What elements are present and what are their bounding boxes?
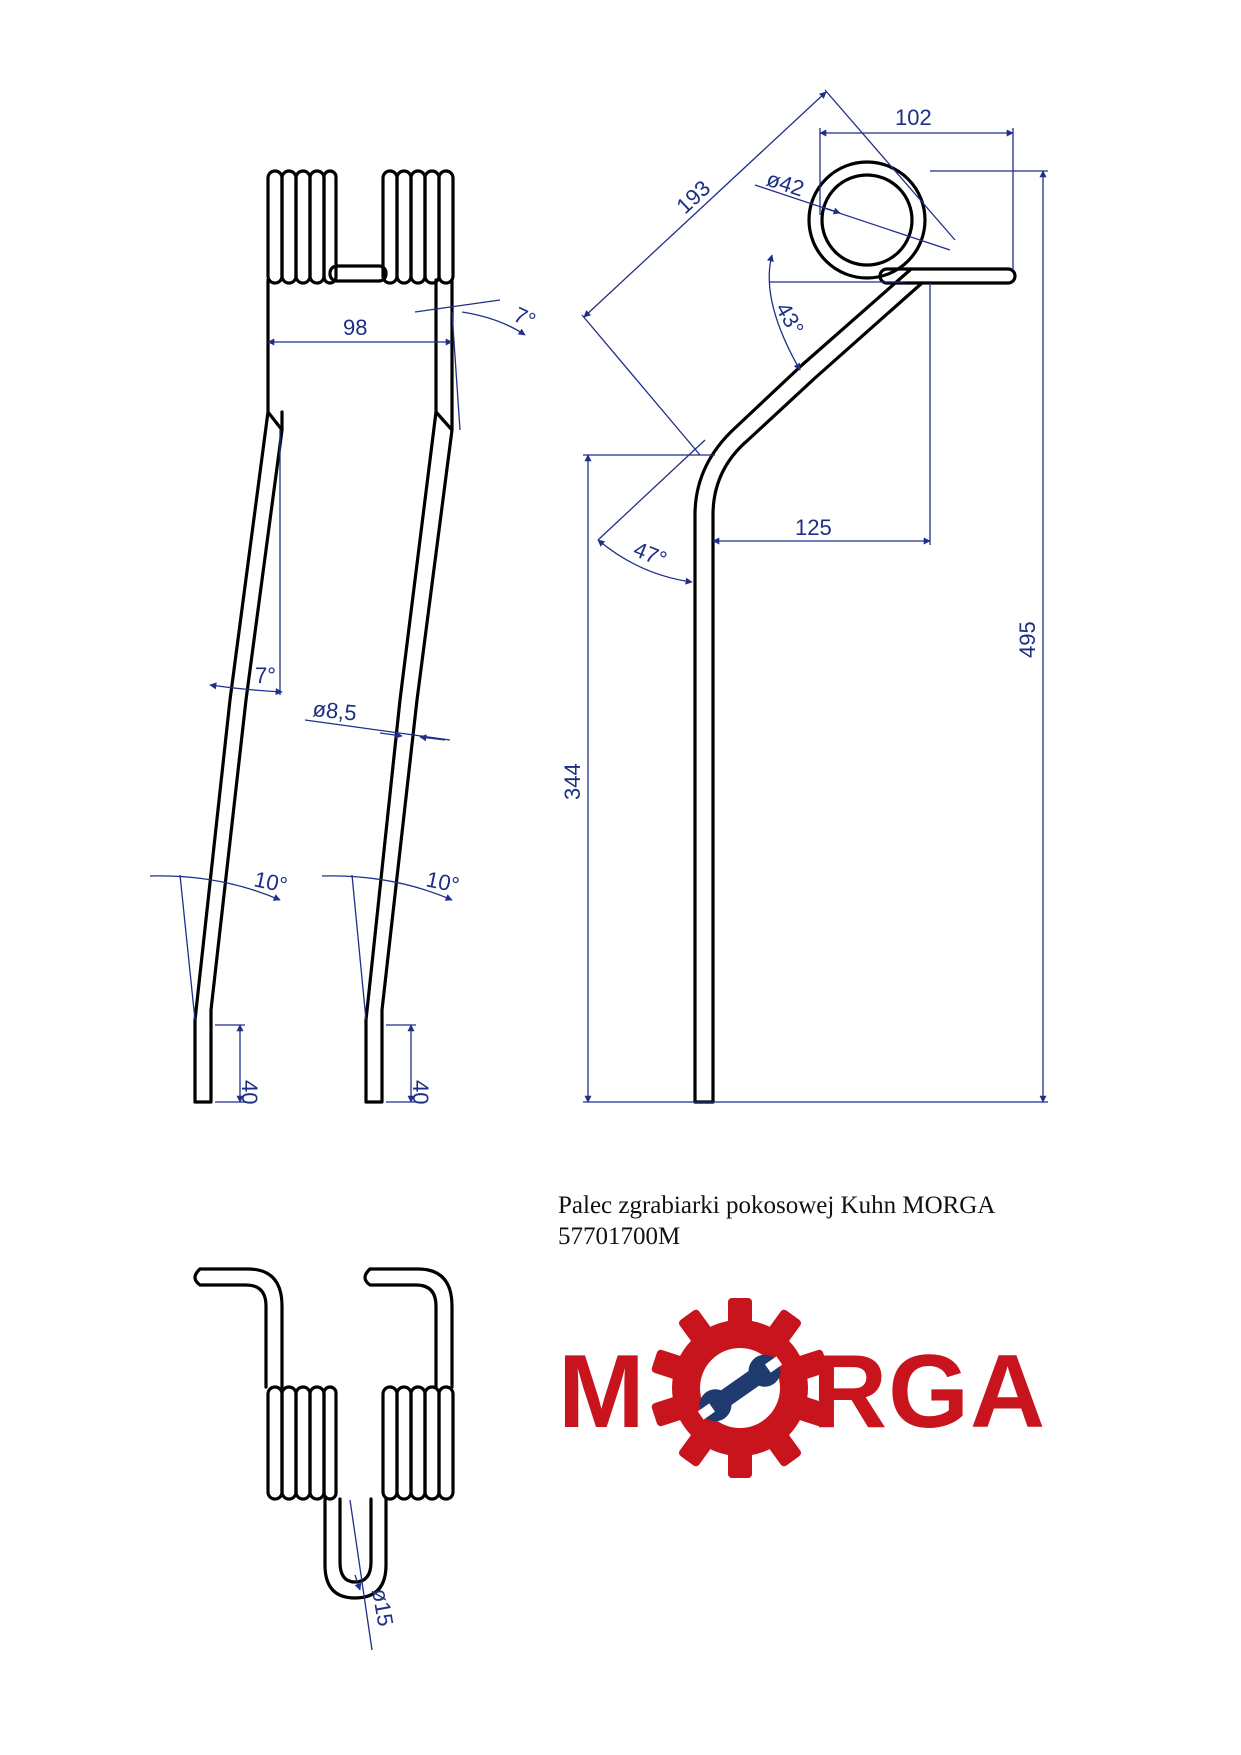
dim-horizontal-offset: 125 (795, 515, 832, 540)
bridge (330, 266, 386, 281)
dim-diagonal: 193 (671, 175, 716, 219)
side-view (560, 90, 1048, 1102)
dim-eye-offset: 102 (895, 105, 932, 130)
dim-tip-left: 40 (237, 1080, 262, 1105)
right-coil (383, 171, 453, 283)
eye-outer (809, 162, 925, 278)
u-loop (325, 1499, 386, 1598)
right-hook (365, 1269, 452, 1387)
dim-bend-angle-upper: 43° (770, 298, 809, 340)
dim-tip-right: 40 (408, 1080, 433, 1105)
side-tine (695, 270, 922, 1102)
dim-angle-left-tine: 10° (251, 866, 290, 898)
gear-icon (651, 1298, 830, 1478)
dim-loop-diameter: ø15 (367, 1586, 399, 1629)
dim-wire-diameter: ø8,5 (311, 696, 358, 726)
logo-text-right: RGA (812, 1334, 1047, 1450)
top-view (195, 1269, 453, 1650)
left-hook (195, 1269, 282, 1387)
dim-angle-top: 7° (509, 301, 540, 334)
left-coil (268, 171, 336, 283)
dim-angle-mid: 7° (255, 663, 277, 688)
right-coil-top (383, 1387, 453, 1499)
dim-eye-diameter: ø42 (763, 165, 808, 202)
left-coil-top (268, 1387, 336, 1499)
morga-logo (558, 1298, 1046, 1478)
right-tine (366, 280, 452, 1105)
eye-shaft (880, 269, 1015, 283)
dim-spacing: 98 (343, 315, 368, 340)
dim-angle-right-tine: 10° (423, 866, 462, 898)
caption-title: Palec zgrabiarki pokosowej Kuhn MORGA (558, 1192, 996, 1219)
dim-total-height: 495 (1015, 621, 1040, 658)
front-view (150, 171, 540, 1104)
dim-bend-angle-lower: 47° (630, 536, 671, 573)
logo-text-left: M (558, 1334, 646, 1450)
eye-inner (822, 175, 912, 265)
caption (558, 1190, 995, 1252)
dim-lower-height: 344 (560, 763, 585, 800)
caption-part-number: 57701700M (558, 1223, 681, 1250)
